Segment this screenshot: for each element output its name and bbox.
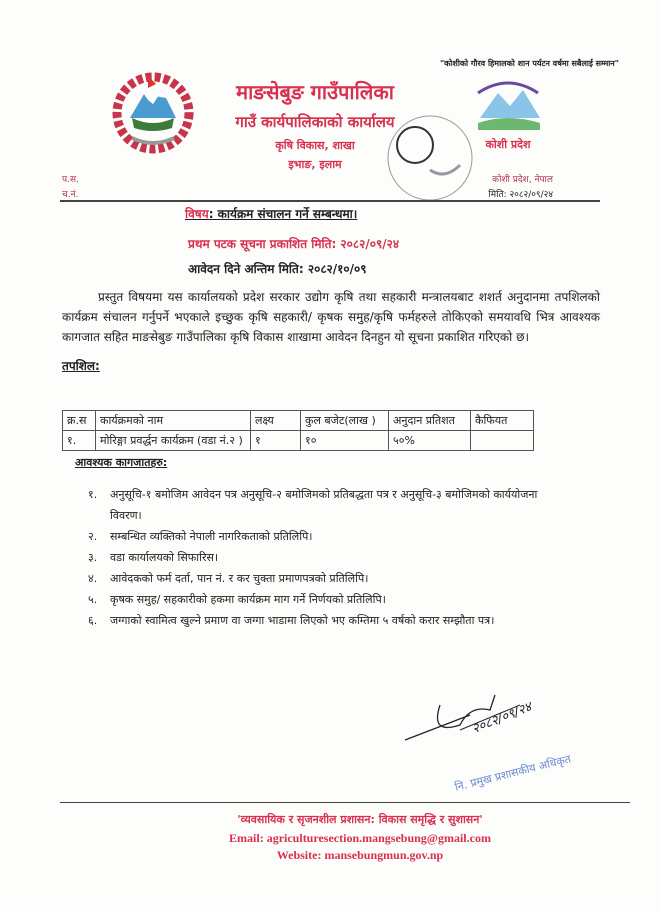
subject-label: विषय xyxy=(185,207,209,221)
list-item xyxy=(88,547,548,568)
item-number: ६. xyxy=(88,614,98,627)
header-divider xyxy=(60,200,600,202)
col-subsidy: अनुदान प्रतिशत xyxy=(389,411,471,431)
cell-remarks xyxy=(471,431,534,451)
letter-date: मिति: २०८२/०९/२४ xyxy=(488,190,553,200)
signature-date: २०८२/०९/२४ xyxy=(470,699,534,738)
col-remarks: कैफियत xyxy=(471,411,534,431)
item-text: आवेदकको फर्म दर्ता, पान नं. र कर चुक्ता प्रमाणपत्रको प्रतिलिपि। xyxy=(110,572,369,585)
details-heading: तपशिल: xyxy=(62,359,100,373)
cell-program: मोरिङ्गा प्रवर्द्धन कार्यक्रम (वडा नं.२ ) xyxy=(96,431,251,451)
header-slogan: "कोशीको गौरव हिमालको शान पर्यटन वर्षमा सबैलाई सम्मान" xyxy=(440,59,619,68)
footer-email[interactable]: Email: agriculturesection.mangsebung@gmail.com xyxy=(229,831,491,845)
item-text: वडा कार्यालयको सिफारिस। xyxy=(110,551,219,564)
list-item xyxy=(88,568,548,589)
item-number: ४. xyxy=(88,572,98,585)
office-stamp-icon xyxy=(385,110,475,205)
col-program: कार्यक्रमको नाम xyxy=(96,411,251,431)
cell-budget: १० xyxy=(301,431,389,451)
application-deadline: आवेदन दिने अन्तिम मिति: २०८२/१०/०९ xyxy=(188,262,367,276)
item-number: २. xyxy=(88,530,98,543)
office-address: इभाङ, इलाम xyxy=(288,158,342,171)
list-item xyxy=(88,526,548,547)
item-text: जग्गाको स्वामित्व खुल्ने प्रमाण वा जग्गा भाडामा लिएको भए कम्तिमा ५ वर्षको करार सम्झौता पत्र। xyxy=(110,614,495,627)
patra-sankhya: प.स. xyxy=(62,175,79,185)
koshi-province-logo xyxy=(468,78,548,150)
list-item xyxy=(88,610,548,631)
mountain-logo-icon xyxy=(468,78,548,133)
required-docs-heading: आवश्यक कागजातहरु: xyxy=(75,456,168,469)
footer-divider xyxy=(60,802,630,803)
col-target: लक्ष्य xyxy=(251,411,301,431)
item-text: सम्बन्धित व्यक्तिको नेपाली नागरिकताको प्रतिलिपि। xyxy=(110,530,313,543)
table-row xyxy=(63,431,534,451)
municipality-title: माङसेबुङ गाउँपालिका xyxy=(236,80,394,104)
cell-subsidy: ५०% xyxy=(389,431,471,451)
col-sn: क्र.स xyxy=(63,411,96,431)
footer-website[interactable]: Website: mansebungmun.gov.np xyxy=(276,848,444,862)
item-text: अनुसूचि-१ बमोजिम आवेदन पत्र अनुसूचि-२ बमोजिमको प्रतिबद्धता पत्र र अनुसूचि-३ बमोजिमको कार्ययोजना विवरण। xyxy=(110,488,538,522)
subject-text: : कार्यक्रम संचालन गर्ने सम्बन्धमा। xyxy=(208,207,358,221)
notice-paragraph: प्रस्तुत विषयमा यस कार्यालयको प्रदेश सरकार उद्योग कृषि तथा सहकारी मन्त्रालयबाट शशर्त अनुदानमा तपशिलको कार्यक्रम संचालन गर्नुपर्ने भएकाले इच्छुक कृषि सहकारी/ कृषक समुह/कृषि फर्महरुले तोकिएको समयावधि भित्र आवश्यक कागजात सहित माङसेबुङ गाउँपालिका कृषि विकास शाखामा आवेदन दिनहुन यो सूचना प्रकाशित गरिएको छ। xyxy=(62,290,600,344)
section-name: कृषि विकास, शाखा xyxy=(275,139,355,152)
cell-sn: १. xyxy=(63,431,96,451)
cell-target: १ xyxy=(251,431,301,451)
chalani-number: च.नं. xyxy=(62,190,79,200)
list-item xyxy=(88,589,548,610)
notice-body xyxy=(62,287,600,631)
program-table xyxy=(62,410,534,451)
footer-motto: 'व्यवसायिक र सृजनशील प्रशासन: विकास समृद्धि र सुशासन' xyxy=(237,813,483,826)
office-subtitle: गाउँ कार्यपालिकाको कार्यालय xyxy=(235,113,395,131)
table-header-row xyxy=(63,411,534,431)
item-number: ३. xyxy=(88,551,98,564)
first-published-date: प्रथम पटक सूचना प्रकाशित मिति: २०८२/०९/२४ xyxy=(188,237,400,251)
item-number: ५. xyxy=(88,593,98,606)
item-number: १. xyxy=(88,488,98,501)
list-item xyxy=(88,484,548,526)
signatory-title: नि. प्रमुख प्रशासकीय अधिकृत xyxy=(453,752,573,794)
col-budget: कुल बजेट(लाख ) xyxy=(301,411,389,431)
logo-text: कोशी प्रदेश xyxy=(485,138,531,151)
item-text: कृषक समुह/ सहकारीको हकमा कार्यक्रम माग गर्ने निर्णयको प्रतिलिपि। xyxy=(110,593,386,606)
subject-line xyxy=(185,205,357,222)
requirements-list xyxy=(88,484,548,631)
nepal-emblem-icon xyxy=(112,72,194,154)
province-name: कोशी प्रदेश, नेपाल xyxy=(492,175,553,185)
